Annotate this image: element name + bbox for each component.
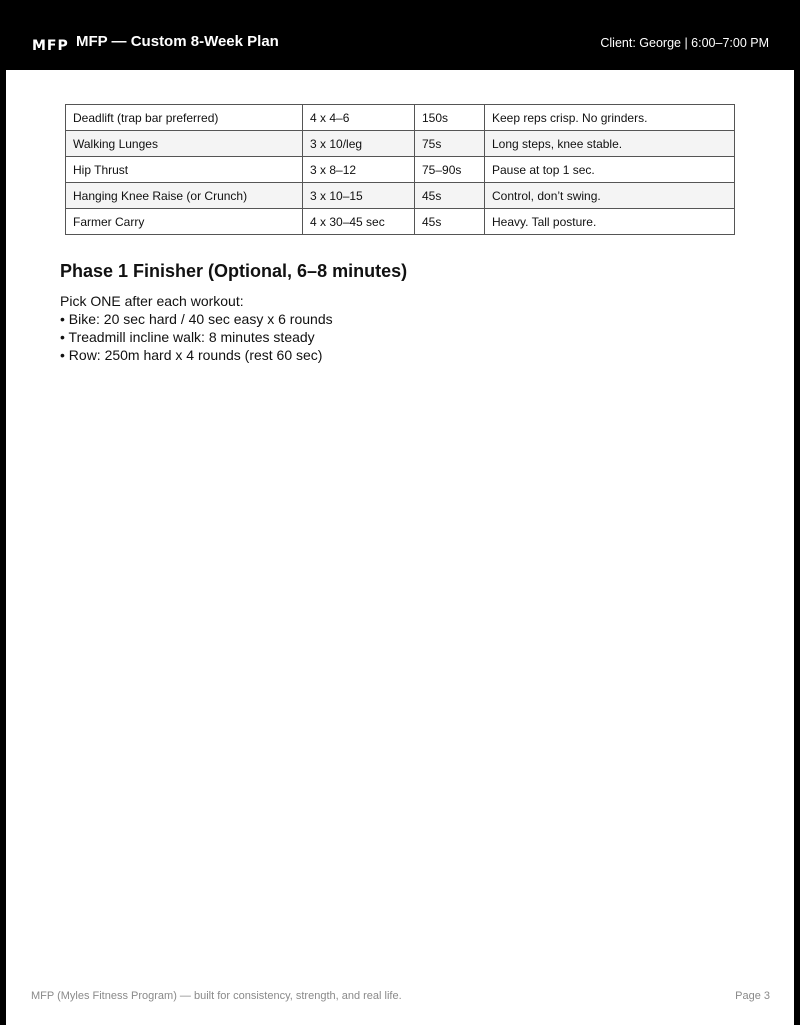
- notes-cell: Control, don’t swing.: [485, 183, 735, 209]
- footer-note: MFP (Myles Fitness Program) — built for consistency, strength, and real life.: [31, 990, 402, 1002]
- rest-cell: 75–90s: [415, 157, 485, 183]
- exercise-cell: Hanging Knee Raise (or Crunch): [66, 183, 303, 209]
- rest-cell: 45s: [415, 183, 485, 209]
- finisher-intro: Pick ONE after each workout:: [60, 293, 244, 309]
- workout-table: [65, 104, 735, 235]
- table-row: [66, 209, 735, 235]
- exercise-cell: Farmer Carry: [66, 209, 303, 235]
- sets-reps-cell: 3 x 10–15: [303, 183, 415, 209]
- rest-cell: 150s: [415, 105, 485, 131]
- sets-reps-cell: 3 x 10/leg: [303, 131, 415, 157]
- rest-cell: 75s: [415, 131, 485, 157]
- table-row: [66, 157, 735, 183]
- finisher-option-treadmill: • Treadmill incline walk: 8 minutes steady: [60, 329, 315, 345]
- notes-cell: Pause at top 1 sec.: [485, 157, 735, 183]
- exercise-cell: Walking Lunges: [66, 131, 303, 157]
- client-info: Client: George | 6:00–7:00 PM: [600, 36, 769, 50]
- document-page: [6, 70, 794, 1025]
- table-row: [66, 105, 735, 131]
- notes-cell: Long steps, knee stable.: [485, 131, 735, 157]
- finisher-option-bike: • Bike: 20 sec hard / 40 sec easy x 6 rounds: [60, 311, 333, 327]
- page-number: Page 3: [735, 990, 770, 1002]
- table-row: [66, 131, 735, 157]
- finisher-section: [60, 292, 333, 364]
- sets-reps-cell: 3 x 8–12: [303, 157, 415, 183]
- exercise-cell: Hip Thrust: [66, 157, 303, 183]
- sets-reps-cell: 4 x 4–6: [303, 105, 415, 131]
- plan-title: MFP — Custom 8-Week Plan: [76, 33, 279, 50]
- notes-cell: Heavy. Tall posture.: [485, 209, 735, 235]
- sets-reps-cell: 4 x 30–45 sec: [303, 209, 415, 235]
- rest-cell: 45s: [415, 209, 485, 235]
- finisher-option-row: • Row: 250m hard x 4 rounds (rest 60 sec): [60, 347, 323, 363]
- page-header: [0, 0, 800, 70]
- mfp-logo: MFP: [32, 38, 69, 54]
- table-row: [66, 183, 735, 209]
- notes-cell: Keep reps crisp. No grinders.: [485, 105, 735, 131]
- exercise-cell: Deadlift (trap bar preferred): [66, 105, 303, 131]
- finisher-heading: Phase 1 Finisher (Optional, 6–8 minutes): [60, 261, 408, 281]
